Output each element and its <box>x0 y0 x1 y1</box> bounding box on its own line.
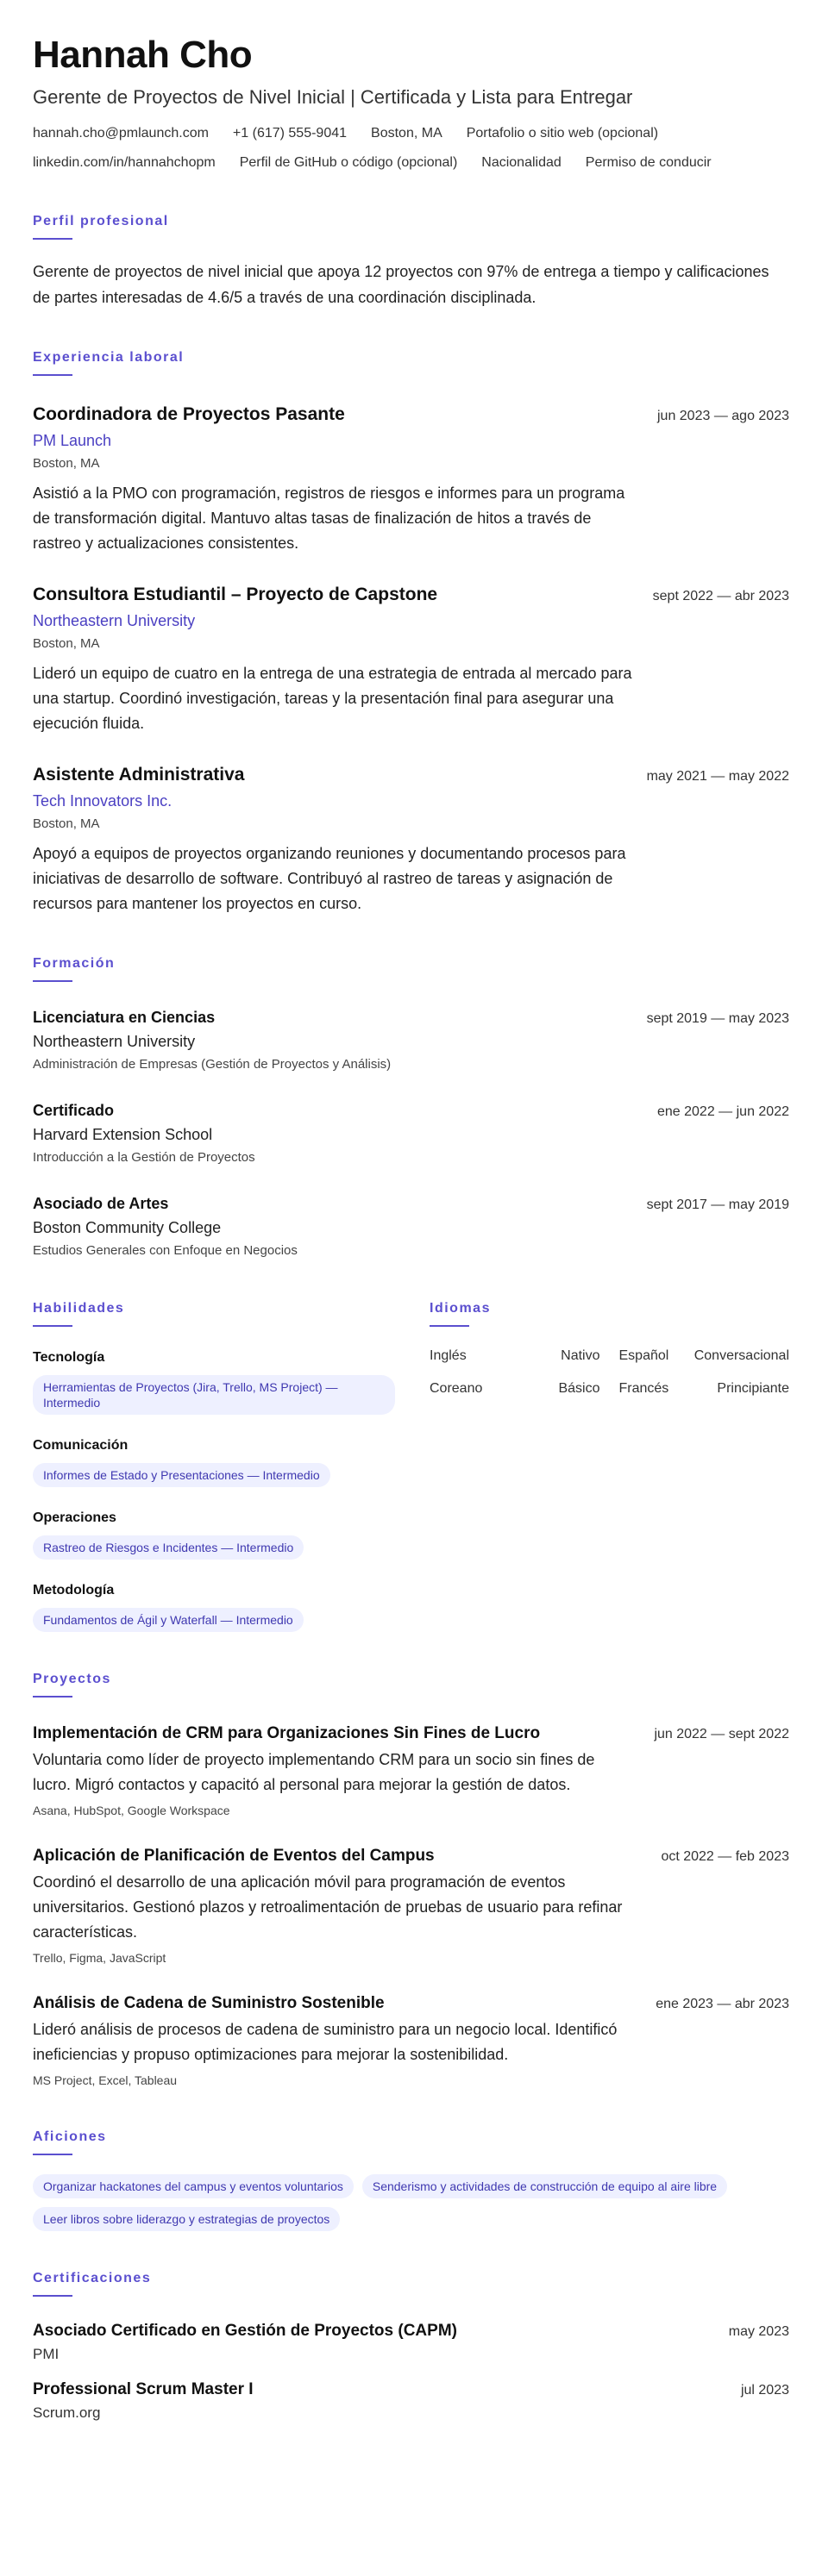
resume-header <box>33 33 789 174</box>
certification-entry <box>33 2378 789 2424</box>
languages-list <box>430 1346 789 1399</box>
skill-group <box>33 1580 395 1632</box>
section-divider <box>33 374 72 376</box>
language-item <box>619 1346 790 1366</box>
job-location: Boston, MA <box>33 456 100 471</box>
education-field: Introducción a la Gestión de Proyectos <box>33 1150 255 1165</box>
education-entry <box>33 1099 789 1168</box>
section-divider <box>33 1325 72 1327</box>
job-title: Coordinadora de Proyectos Pasante <box>33 404 345 424</box>
project-dates: oct 2022 — feb 2023 <box>661 1849 789 1864</box>
language-name: Francés <box>618 1381 669 1396</box>
skill-group <box>33 1347 395 1415</box>
education-school: Northeastern University <box>33 1033 196 1050</box>
certification-name: Professional Scrum Master I <box>33 2380 254 2398</box>
project-title: Implementación de CRM para Organizaciones Sin Fines de Lucro <box>33 1724 541 1742</box>
section-title: Idiomas <box>430 1301 491 1316</box>
project-description: Coordinó el desarrollo de una aplicación móvil para programación de eventos universitarios. Gestionó plazos y retroalimentación de pruebas de usuario para refinar características. <box>33 1873 623 1941</box>
job-dates: jun 2023 — ago 2023 <box>656 409 789 423</box>
language-item <box>430 1346 600 1366</box>
education-degree: Certificado <box>33 1102 115 1119</box>
language-level: Conversacional <box>693 1348 789 1363</box>
hobby-chip: Senderismo y actividades de construcción de equipo al aire libre <box>362 2174 727 2198</box>
job-dates: may 2021 — may 2022 <box>646 769 789 784</box>
section-title: Perfil profesional <box>33 214 169 228</box>
project-entry <box>33 1991 789 2090</box>
section-title: Proyectos <box>33 1672 111 1686</box>
education-degree: Licenciatura en Ciencias <box>33 1009 216 1026</box>
contact-driving-license: Permiso de conducir <box>585 155 712 170</box>
education-entry <box>33 1006 789 1075</box>
section-divider <box>33 2295 72 2297</box>
job-company: Tech Innovators Inc. <box>33 792 173 810</box>
skill-group-name: Metodología <box>33 1583 115 1597</box>
education-entry <box>33 1192 789 1261</box>
project-entry <box>33 1844 789 1967</box>
contact-list <box>33 122 789 174</box>
section-divider <box>430 1325 469 1327</box>
skill-group <box>33 1508 395 1560</box>
skill-chip: Herramientas de Proyectos (Jira, Trello, MS Project) — Intermedio <box>33 1375 395 1415</box>
certification-date: may 2023 <box>728 2324 789 2339</box>
job-description: Asistió a la PMO con programación, registros de riesgos e informes para un programa de transformación digital. Mantuvo altas tasas de finalización de hitos a través de rastreo y actualizaciones consistentes. <box>33 485 625 552</box>
language-name: Español <box>618 1348 669 1363</box>
skills-languages-row <box>33 1301 789 1632</box>
section-title: Aficiones <box>33 2129 107 2144</box>
contact-nationality: Nacionalidad <box>481 155 562 170</box>
project-tech: Asana, HubSpot, Google Workspace <box>33 1804 230 1817</box>
skill-group <box>33 1435 395 1487</box>
project-title: Aplicación de Planificación de Eventos del Campus <box>33 1847 435 1865</box>
experience-section <box>33 350 789 916</box>
hobby-list <box>33 2174 789 2231</box>
candidate-name: Hannah Cho <box>33 34 253 76</box>
skill-group-name: Comunicación <box>33 1438 129 1453</box>
contact-email[interactable]: hannah.cho@pmlaunch.com <box>33 126 209 141</box>
skill-chip: Fundamentos de Ágil y Waterfall — Intermedio <box>33 1608 304 1632</box>
profile-section <box>33 214 789 310</box>
skill-chip: Rastreo de Riesgos e Incidentes — Intermedio <box>33 1535 304 1560</box>
education-field: Administración de Empresas (Gestión de Proyectos y Análisis) <box>33 1057 392 1072</box>
job-entry <box>33 582 789 736</box>
contact-linkedin[interactable]: linkedin.com/in/hannahchopm <box>33 155 216 170</box>
profile-summary: Gerente de proyectos de nivel inicial que apoya 12 proyectos con 97% de entrega a tiempo y calificaciones de partes interesadas de 4.6/5 a través de una coordinación disciplinada. <box>33 263 769 306</box>
job-description: Lideró un equipo de cuatro en la entrega de una estrategia de entrada al mercado para una startup. Coordinó investigación, tareas y la presentación final para asegurar una ejecución fluida. <box>33 665 632 732</box>
job-company: Northeastern University <box>33 612 196 629</box>
project-title: Análisis de Cadena de Suministro Sostenible <box>33 1994 385 2012</box>
section-divider <box>33 980 72 982</box>
language-item <box>619 1379 790 1399</box>
job-title: Asistente Administrativa <box>33 765 245 785</box>
section-divider <box>33 238 72 240</box>
language-level: Nativo <box>561 1348 600 1363</box>
projects-section <box>33 1672 789 2090</box>
job-entry <box>33 402 789 556</box>
education-school: Boston Community College <box>33 1219 222 1236</box>
education-dates: sept 2017 — may 2019 <box>646 1197 789 1212</box>
project-dates: ene 2023 — abr 2023 <box>656 1997 789 2011</box>
project-tech: Trello, Figma, JavaScript <box>33 1951 166 1965</box>
section-divider <box>33 1696 72 1698</box>
language-level: Básico <box>558 1381 600 1396</box>
education-dates: ene 2022 — jun 2022 <box>656 1104 789 1119</box>
language-level: Principiante <box>717 1381 789 1396</box>
language-name: Inglés <box>430 1348 467 1363</box>
section-title: Certificaciones <box>33 2271 152 2285</box>
certification-name: Asociado Certificado en Gestión de Proyectos (CAPM) <box>33 2322 457 2340</box>
job-dates: sept 2022 — abr 2023 <box>652 589 789 603</box>
hobby-chip: Organizar hackatones del campus y eventos voluntarios <box>33 2174 354 2198</box>
certification-issuer: Scrum.org <box>33 2404 101 2421</box>
job-description: Apoyó a equipos de proyectos organizando reuniones y documentando procesos para iniciativas de desarrollo de software. Contribuyó al rastreo de tareas y asignación de recursos para mantener los proyectos en curso. <box>33 845 626 912</box>
contact-phone[interactable]: +1 (617) 555-9041 <box>232 126 348 141</box>
education-section <box>33 956 789 1261</box>
section-divider <box>33 2154 72 2155</box>
skill-group-name: Tecnología <box>33 1350 105 1365</box>
education-field: Estudios Generales con Enfoque en Negocios <box>33 1243 298 1258</box>
section-title: Experiencia laboral <box>33 350 185 365</box>
language-name: Coreano <box>430 1381 483 1396</box>
project-tech: MS Project, Excel, Tableau <box>33 2073 178 2087</box>
job-entry <box>33 762 789 916</box>
section-title: Formación <box>33 956 116 971</box>
education-dates: sept 2019 — may 2023 <box>646 1011 789 1026</box>
project-dates: jun 2022 — sept 2022 <box>654 1727 789 1741</box>
certification-issuer: PMI <box>33 2346 60 2362</box>
skill-group-name: Operaciones <box>33 1510 116 1525</box>
hobby-chip: Leer libros sobre liderazgo y estrategias de proyectos <box>33 2207 340 2231</box>
job-location: Boston, MA <box>33 816 100 831</box>
contact-portfolio[interactable]: Portafolio o sitio web (opcional) <box>466 126 659 141</box>
certification-date: jul 2023 <box>740 2383 789 2398</box>
certifications-section <box>33 2271 789 2424</box>
languages-section <box>430 1301 789 1632</box>
candidate-headline: Gerente de Proyectos de Nivel Inicial | Certificada y Lista para Entregar <box>33 86 633 108</box>
job-location: Boston, MA <box>33 636 100 651</box>
project-entry <box>33 1722 789 1820</box>
job-company: PM Launch <box>33 432 112 449</box>
skills-section <box>33 1301 395 1632</box>
section-title: Habilidades <box>33 1301 125 1316</box>
project-description: Lideró análisis de procesos de cadena de suministro para un negocio local. Identificó ineficiencias y propuso optimizaciones para mejorar la sostenibilidad. <box>33 2021 618 2063</box>
education-degree: Asociado de Artes <box>33 1195 169 1212</box>
hobbies-section <box>33 2129 789 2231</box>
project-description: Voluntaria como líder de proyecto implementando CRM para un socio sin fines de lucro. Migró contactos y capacitó al personal para mejorar la gestión de datos. <box>33 1751 595 1793</box>
education-school: Harvard Extension School <box>33 1126 213 1143</box>
resume <box>33 33 789 2424</box>
certification-entry <box>33 2319 789 2366</box>
contact-github[interactable]: Perfil de GitHub o código (opcional) <box>239 155 458 170</box>
language-item <box>430 1379 600 1399</box>
job-title: Consultora Estudiantil – Proyecto de Capstone <box>33 585 438 604</box>
contact-location: Boston, MA <box>371 126 442 141</box>
skill-chip: Informes de Estado y Presentaciones — Intermedio <box>33 1463 330 1487</box>
